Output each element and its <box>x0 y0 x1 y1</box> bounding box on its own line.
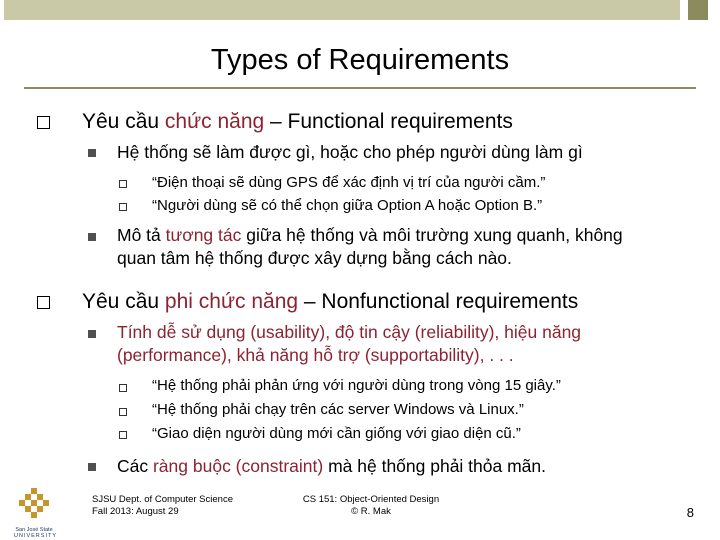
nonfunctional-example-1: “Hệ thống phải phản ứng với người dùng trong vòng 15 giây.” <box>152 377 561 394</box>
top-accent-square <box>688 0 708 20</box>
functional-example-1: “Điện thoại sẽ dùng GPS để xác định vị trí của người cầm.” <box>152 174 546 191</box>
functional-point-1: Hệ thống sẽ làm được gì, hoặc cho phép người dùng làm gì <box>117 142 583 162</box>
level2-bullet-icon <box>88 233 96 241</box>
footer-center <box>283 494 459 518</box>
level2-bullet-icon <box>88 463 96 471</box>
functional-heading: Yêu cầu chức năng – Functional requirements <box>82 110 513 133</box>
footer-author: © R. Mak <box>351 506 391 517</box>
logo-text-name: San José State <box>15 527 53 533</box>
level2-bullet-icon <box>88 149 96 157</box>
footer-department: SJSU Dept. of Computer Science <box>92 494 233 505</box>
nonfunctional-example-2: “Hệ thống phải chạy trên các server Windows và Linux.” <box>152 401 524 418</box>
level1-bullet-icon <box>37 296 50 309</box>
functional-example-2: “Người dùng sẽ có thể chọn giữa Option A hoặc Option B.” <box>152 197 543 214</box>
nonfunctional-point-2: Các ràng buộc (constraint) mà hệ thống phải thỏa mãn. <box>117 456 547 476</box>
footer-course: CS 151: Object-Oriented Design <box>302 494 440 505</box>
footer-left <box>92 494 233 518</box>
seal-icon <box>14 486 54 522</box>
level1-bullet-icon <box>37 116 50 129</box>
footer-date: Fall 2013: August 29 <box>92 506 179 517</box>
slide-title: Types of Requirements <box>210 44 510 76</box>
nonfunctional-example-3: “Giao diện người dùng mới cần giống với giao diện cũ.” <box>152 425 521 442</box>
nonfunctional-heading: Yêu cầu phi chức năng – Nonfunctional requirements <box>82 290 579 313</box>
nonfunctional-point-1: Tính dễ sử dụng (usability), độ tin cậy (reliability), hiệu năng (performance), khả năng hỗ trợ (supportability), . . . <box>117 322 582 365</box>
logo-text-university: UNIVERSITY <box>14 533 58 539</box>
university-logo <box>14 486 58 539</box>
top-accent-bar <box>4 0 680 20</box>
level3-bullet-icon <box>119 384 127 392</box>
title-divider <box>24 87 696 89</box>
level3-bullet-icon <box>119 180 127 188</box>
level2-bullet-icon <box>88 330 96 338</box>
page-number: 8 <box>686 505 694 520</box>
level3-bullet-icon <box>119 431 127 439</box>
functional-point-2: Mô tả tương tác giữa hệ thống và môi trường xung quanh, không quan tâm hệ thống được xây dựng bằng cách nào. <box>117 225 623 268</box>
level3-bullet-icon <box>119 203 127 211</box>
level3-bullet-icon <box>119 408 127 416</box>
